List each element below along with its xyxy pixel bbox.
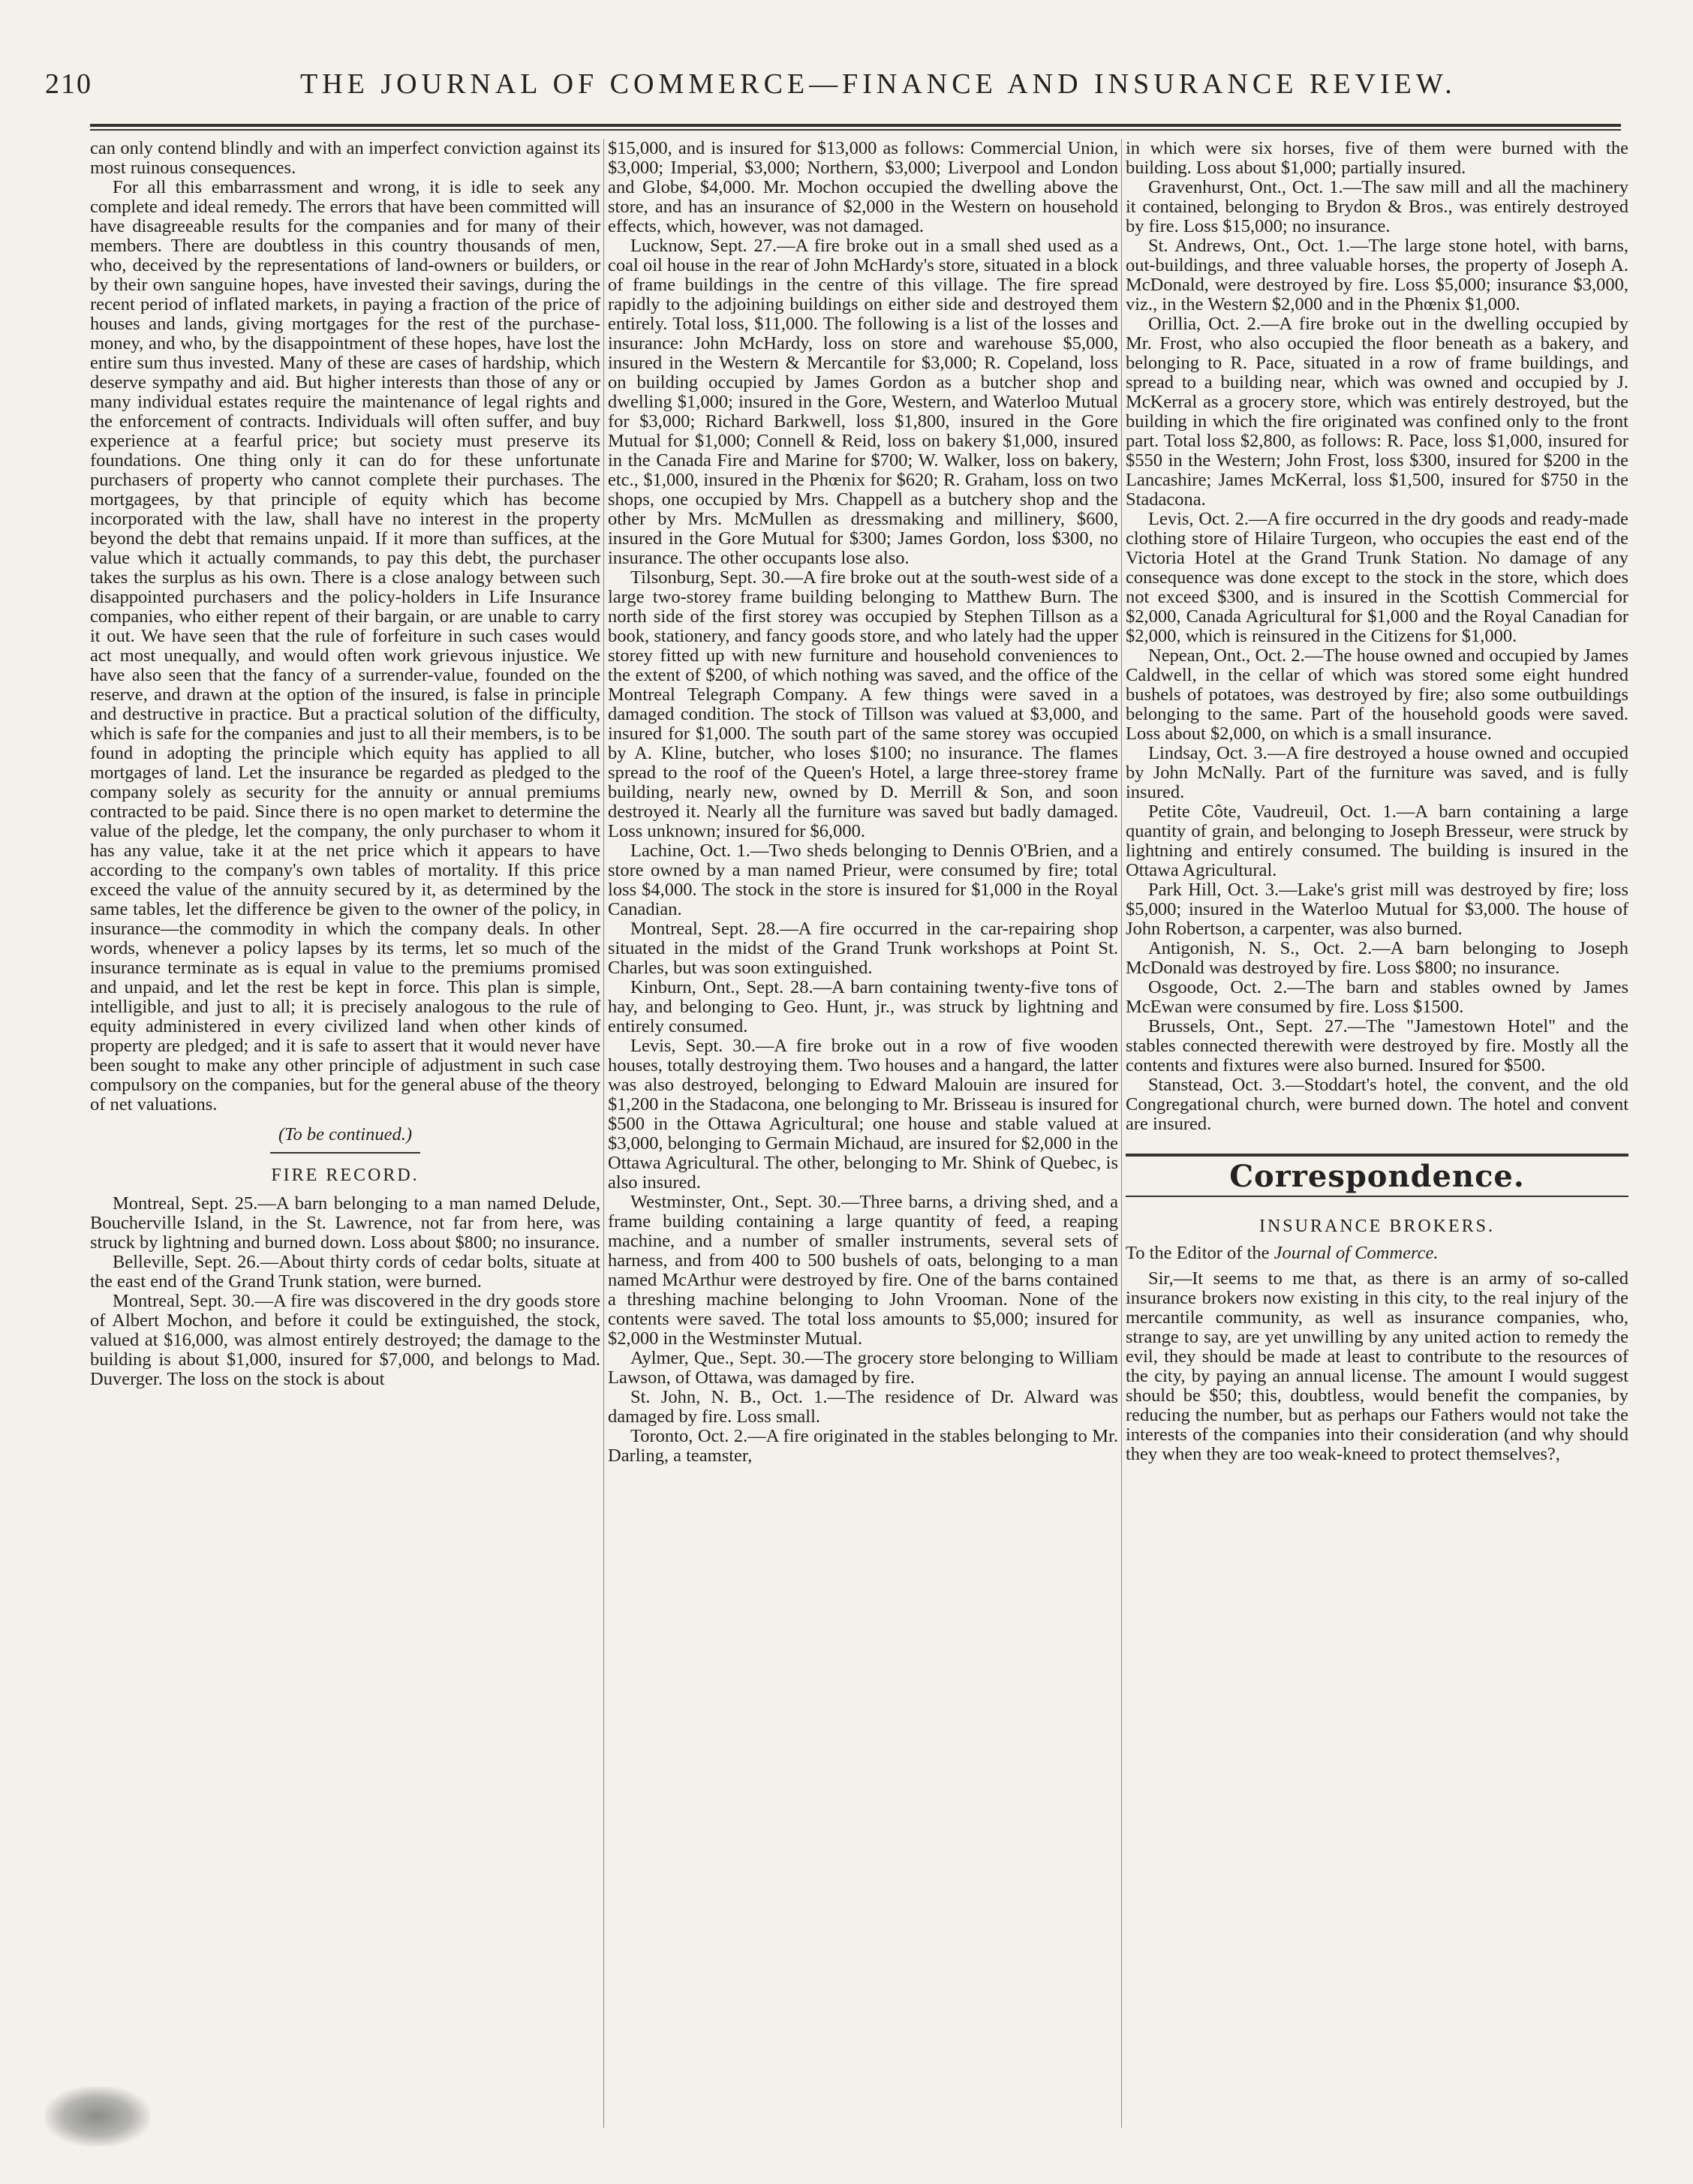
scan-smudge: [45, 2086, 150, 2146]
fire-record-entry: Brussels, Ont., Sept. 27.—The "Jamestown Hotel" and the stables connected therewith were destroyed by fire. Mostly all the contents and fixtures were also burned. Insured for $500.: [1126, 1016, 1628, 1075]
journal-title: THE JOURNAL OF COMMERCE—FINANCE AND INSURANCE REVIEW.: [300, 68, 1457, 100]
page-header: [45, 68, 1621, 113]
fire-record-entry: Westminster, Ont., Sept. 30.—Three barns, a driving shed, and a frame building containing a large quantity of feed, a reaping machine, and a number of smaller instruments, several sets of harness, and from 400 to 500 bushels of oats, belonging to a man named McArthur were destroyed by fire. One of the barns contained a threshing machine belonging to John Vrooman. None of the contents were saved. The total loss amounts to $5,000; insured for $2,000 in the Westminster Mutual.: [608, 1192, 1118, 1349]
section-rule: [270, 1152, 420, 1154]
fire-record-entry: St. John, N. B., Oct. 1.—The residence of Dr. Alward was damaged by fire. Loss small.: [608, 1387, 1118, 1427]
fire-record-entry: Park Hill, Oct. 3.—Lake's grist mill was destroyed by fire; loss $5,000; insured in the Waterloo Mutual for $3,000. The house of John Robertson, a carpenter, was also burned.: [1126, 880, 1628, 939]
fire-record-heading: FIRE RECORD.: [271, 1166, 419, 1185]
correspondence-heading: Correspondence.: [1126, 1154, 1628, 1197]
fire-record-entry: Belleville, Sept. 26.—About thirty cords of cedar bolts, situate at the east end of the Grand Trunk station, were burned.: [90, 1252, 600, 1292]
addressee-prefix: To the Editor of the: [1126, 1243, 1274, 1263]
fire-record-entry: Montreal, Sept. 30.—A fire was discovered in the dry goods store of Albert Mochon, and before it could be extinguished, the stock, valued at $16,000, was almost entirely destroyed; the damage to the building is about $1,000, insured for $7,000, and belongs to Mad. Duverger. The loss on the stock is about: [90, 1291, 600, 1389]
article-paragraph: For all this embarrassment and wrong, it is idle to seek any complete and ideal remedy. The errors that have been committed will have disagreeable results for the companies and for many of their members. There are doubtless in this country thousands of men, who, deceived by the representations of land-owners or builders, or by their own sanguine hopes, have invested their savings, during the recent period of inflated markets, in paying a fraction of the price of houses and lands, giving mortgages for the rest of the purchase-money, and who, by the disappointment of these hopes, have lost the entire sum thus invested. Many of these are cases of hardship, which deserve sympathy and aid. But higher interests than those of any or many individual estates require the maintenance of legal rights and the enforcement of contracts. Individuals will often suffer, and buy experience at a fearful price; but society must preserve its foundations. One thing only it can do for these unfortunate purchasers of property who cannot complete their purchases. The mortgagees, by that principle of equity which has become incorporated with the law, shall have no interest in the property beyond the debt that remains unpaid. If it more than suffices, at the value which it actually commands, to pay this debt, the purchaser takes the surplus as his own. There is a close analogy between such disappointed purchasers and the policy-holders in Life Insurance companies, who either repent of their bargain, or are unable to carry it out. We have seen that the rule of forfeiture in such cases would act most unequally, and would often work grievous injustice. We have also seen that the fancy of a surrender-value, founded on the reserve, and drawn at the option of the insured, is false in principle and destructive in practice. But a practical solution of the difficulty, which is safe for the companies and just to all their members, is to be found in adopting the principle which equity has applied to all mortgages of land. Let the insurance be regarded as pledged to the company solely as security for the annuity or annual premiums contracted to be paid. Since there is no open market to determine the value of the pledge, let the company, the only purchaser to whom it has any value, take it at the net price which it appears to have according to the company's own tables of mortality. If this price exceed the value of the annuity secured by it, as determined by the same tables, let the difference be given to the owner of the policy, in insurance—the commodity in which the company deals. In other words, whenever a policy lapses by its terms, let so much of the insurance terminate as is equal in value to the premiums promised and unpaid, and let the rest be kept in force. This plan is simple, intelligible, and just to all; it is precisely analogous to the rule of equity administered in every civilized land when other kinds of property are pledged; and it is safe to assert that it would never have been sought to make any other principle of adjustment in such case compulsory on the companies, but for the general abuse of the theory of net valuations.: [90, 177, 600, 1115]
fire-record-entry: Orillia, Oct. 2.—A fire broke out in the dwelling occupied by Mr. Frost, who also occupied the floor beneath as a bakery, and belonging to R. Pace, situated in a row of frame buildings, and spread to a building near, which was owned and occupied by J. McKerral as a grocery store, which was entirely destroyed, but the building in which the fire originated was confined only to the front part. Total loss $2,800, as follows: R. Pace, loss $1,000, insured for $550 in the Western; John Frost, loss $300, insured for $200 in the Lancashire; James McKerral, loss $1,500, insured for $750 in the Stadacona.: [1126, 314, 1628, 510]
fire-record-entry: Nepean, Ont., Oct. 2.—The house owned and occupied by James Caldwell, in the cellar of which was stored some eight hundred bushels of potatoes, was destroyed by fire; also some outbuildings belonging to the same. Part of the household goods were saved. Loss about $2,000, on which is a small insurance.: [1126, 645, 1628, 744]
fire-record-entry: Aylmer, Que., Sept. 30.—The grocery store belonging to William Lawson, of Ottawa, was damaged by fire.: [608, 1348, 1118, 1388]
fire-record-entry: $15,000, and is insured for $13,000 as follows: Commercial Union, $3,000; Imperial, $3,000; Northern, $3,000; Liverpool and London and Globe, $4,000. Mr. Mochon occupied the dwelling above the store, and has an insurance of $2,000 in the Western on household effects, which, however, was not damaged.: [608, 138, 1118, 236]
fire-record-entry: Tilsonburg, Sept. 30.—A fire broke out at the south-west side of a large two-storey frame building belonging to Matthew Burn. The north side of the first storey was occupied by Stephen Tillson as a book, stationery, and fancy goods store, and who lately had the upper storey fitted up with new furniture and household conveniences to the extent of $200, of which nothing was saved, and the office of the Montreal Telegraph Company. A few things were saved in a damaged condition. The stock of Tillson was valued at $3,000, and insured for $1,000. The south part of the same storey was occupied by A. Kline, butcher, who loses $100; no insurance. The flames spread to the roof of the Queen's Hotel, a large three-storey frame building, nearly new, owned by D. Merrill & Son, and soon destroyed it. Nearly all the furniture was saved but badly damaged. Loss unknown; insured for $6,000.: [608, 567, 1118, 841]
fire-record-entry: in which were six horses, five of them were burned with the building. Loss about $1,000; partially insured.: [1126, 138, 1628, 178]
addressee-journal: Journal of Commerce.: [1274, 1243, 1439, 1263]
header-rule-thin: [90, 129, 1621, 131]
fire-record-entry: Stanstead, Oct. 3.—Stoddart's hotel, the convent, and the old Congregational church, were burned down. The hotel and convent are insured.: [1126, 1075, 1628, 1134]
fire-record-entry: Gravenhurst, Ont., Oct. 1.—The saw mill and all the machinery it contained, belonging to Brydon & Bros., was entirely destroyed by fire. Loss $15,000; no insurance.: [1126, 177, 1628, 236]
page-number: 210: [45, 68, 92, 100]
continued-note: (To be continued.): [278, 1124, 413, 1145]
fire-record-entry: Lindsay, Oct. 3.—A fire destroyed a house owned and occupied by John McNally. Part of the furniture was saved, and is fully insured.: [1126, 743, 1628, 802]
column-3: [1126, 139, 1628, 1464]
letter-paragraph: Sir,—It seems to me that, as there is an army of so-called insurance brokers now existing in this city, to the real injury of the mercantile community, as well as insurance companies, who, strange to say, are yet unwilling by any united action to remedy the evil, they should be made at least to contribute to the resources of the city, by paying an annual license. The amount I would suggest should be $50; this, doubtless, would benefit the companies, by reducing the number, but as perhaps our Fathers would not take the interests of the companies into their consideration (and why should they when they are too weak-kneed to protect themselves?,: [1126, 1268, 1628, 1464]
fire-record-entry: Petite Côte, Vaudreuil, Oct. 1.—A barn containing a large quantity of grain, and belonging to Joseph Bresseur, were struck by lightning and entirely consumed. The building is insured in the Ottawa Agricultural.: [1126, 802, 1628, 880]
fire-record-entry: Osgoode, Oct. 2.—The barn and stables owned by James McEwan were consumed by fire. Loss $1500.: [1126, 977, 1628, 1017]
fire-record-entry: Lucknow, Sept. 27.—A fire broke out in a small shed used as a coal oil house in the rear of John McHardy's store, situated in a block of frame buildings in the centre of this village. The fire spread rapidly to the adjoining buildings on either side and destroyed them entirely. Total loss, $11,000. The following is a list of the losses and insurance: John McHardy, loss on store and warehouse $5,000, insured in the Western & Mercantile for $3,000; R. Copeland, loss on building occupied by James Gordon as a butcher shop and dwelling $1,000; insured in the Gore, Western, and Waterloo Mutual for $3,000; Richard Barkwell, loss $1,800, insured in the Gore Mutual for $1,000; Connell & Reid, loss on bakery $1,000, insured in the Canada Fire and Marine for $700; W. Walker, loss on bakery, etc., $1,000, insured in the Phœnix for $620; R. Graham, loss on two shops, one occupied by Mrs. Chappell as a butchery shop and the other by Mrs. McMullen as dressmaking and millinery, $600, insured in the Gore Mutual for $300; James Gordon, loss $300, no insurance. The other occupants lose also.: [608, 236, 1118, 568]
column-divider: [1121, 139, 1122, 2128]
fire-record-entry: Montreal, Sept. 25.—A barn belonging to a man named Delude, Boucherville Island, in the St. Lawrence, not far from here, was struck by lightning and burned down. Loss about $800; no insurance.: [90, 1193, 600, 1253]
fire-record-entry: Levis, Oct. 2.—A fire occurred in the dry goods and ready-made clothing store of Hilaire Turgeon, who occupies the east end of the Victoria Hotel at the Grand Trunk Station. No damage of any consequence was done except to the stock in the store, which does not exceed $300, and is insured in the Scottish Commercial for $2,000, Canada Agricultural for $1,000 and the Royal Canadian for $2,000, which is reinsured in the Citizens for $1,000.: [1126, 509, 1628, 646]
column-1: [90, 139, 600, 1389]
fire-record-entry: Levis, Sept. 30.—A fire broke out in a row of five wooden houses, totally destroying them. Two houses and a hangard, the latter was also destroyed, belonging to Edward Malouin are insured for $1,200 in the Stadacona, one belonging to Mr. Brisseau is insured for $500 in the Ottawa Agricultural; one house and stable valued at $3,000, belonging to Germain Michaud, are insured for $2,000 in the Ottawa Agricultural. The other, belonging to Mr. Shink of Quebec, is also insured.: [608, 1036, 1118, 1193]
insurance-brokers-heading: INSURANCE BROKERS.: [1258, 1217, 1496, 1236]
fire-record-entry: Montreal, Sept. 28.—A fire occurred in the car-repairing shop situated in the midst of the Grand Trunk workshops at Point St. Charles, but was soon extinguished.: [608, 919, 1118, 978]
column-2: [608, 139, 1118, 1466]
fire-record-entry: Toronto, Oct. 2.—A fire originated in the stables belonging to Mr. Darling, a teamster,: [608, 1426, 1118, 1466]
header-rule: [90, 124, 1621, 127]
fire-record-entry: Lachine, Oct. 1.—Two sheds belonging to Dennis O'Brien, and a store owned by a man named Prieur, were consumed by fire; total loss $4,000. The stock in the store is insured for $1,000 in the Royal Canadian.: [608, 841, 1118, 919]
letter-addressee: [1126, 1244, 1628, 1263]
fire-record-entry: Antigonish, N. S., Oct. 2.—A barn belonging to Joseph McDonald was destroyed by fire. Loss $800; no insurance.: [1126, 938, 1628, 978]
article-paragraph: can only contend blindly and with an imperfect conviction against its most ruinous consequences.: [90, 138, 600, 178]
column-divider: [603, 139, 604, 2128]
fire-record-entry: Kinburn, Ont., Sept. 28.—A barn containing twenty-five tons of hay, and belonging to Geo. Hunt, jr., was struck by lightning and entirely consumed.: [608, 977, 1118, 1036]
fire-record-entry: St. Andrews, Ont., Oct. 1.—The large stone hotel, with barns, out-buildings, and three valuable horses, the property of Joseph A. McDonald, were destroyed by fire. Loss $5,000; insurance $3,000, viz., in the Western $2,000 and in the Phœnix $1,000.: [1126, 236, 1628, 314]
